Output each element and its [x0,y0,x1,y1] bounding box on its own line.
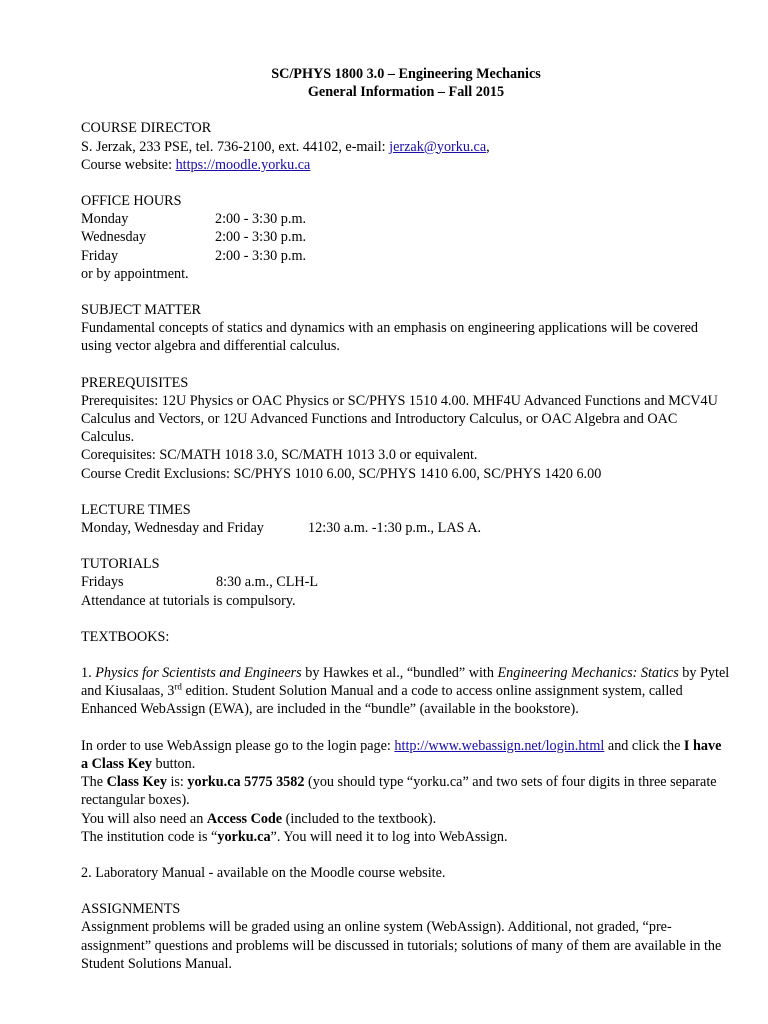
institution-code-line: The institution code is “yorku.ca”. You will need it to log into WebAssign. [81,828,508,845]
assignments-text: Assignment problems will be graded using an online system (WebAssign). Additional, not graded, “pre-assignment” questions and problems will be discussed in tutorials; solutions of many of them are available in the Student Solutions Manual. [81,919,722,972]
section-heading: SUBJECT MATTER [81,302,201,319]
class-key-line: The Class Key is: yorku.ca 5775 3582 (you should type “yorku.ca” and two sets of four digits in three separate rectangular boxes). [81,774,717,809]
lecture-row [81,519,731,537]
access-code-line: You will also need an Access Code (included to the textbook). [81,810,437,827]
document-page [81,65,731,973]
section-lecture-times [81,501,731,537]
section-heading: TUTORIALS [81,556,160,573]
section-heading: OFFICE HOURS [81,193,182,210]
book-title-physics: Physics for Scientists and Engineers [95,665,302,682]
section-assignments [81,900,731,973]
section-course-director [81,119,731,174]
office-hours-row [81,210,731,228]
office-day: Monday [81,211,129,228]
course-website-line: Course website: https://moodle.yorku.ca [81,156,311,173]
office-time: 2:00 - 3:30 p.m. [215,247,307,264]
prerequisites-text: Prerequisites: 12U Physics or OAC Physics or SC/PHYS 1510 4.00. MHF4U Advanced Functions and MCV4U Calculus and Vectors, or 12U Advanced Functions and Introductory Calculus, or OAC Algebra and OAC Calculus. [81,392,718,446]
institution-code-value: yorku.ca [217,828,271,845]
document-title [81,65,731,101]
section-heading: ASSIGNMENTS [81,901,181,918]
section-heading: PREREQUISITES [81,374,189,391]
office-day: Friday [81,247,119,264]
section-heading: LECTURE TIMES [81,501,191,518]
section-heading: TEXTBOOKS: [81,628,170,645]
class-key-value: yorku.ca 5775 3582 [187,774,305,791]
webassign-login-line: In order to use WebAssign please go to the login page: http://www.webassign.net/login.html and click the I have a Class Key button. [81,737,722,772]
exclusions-text: Course Credit Exclusions: SC/PHYS 1010 6.00, SC/PHYS 1410 6.00, SC/PHYS 1420 6.00 [81,465,602,482]
section-textbooks [81,628,731,646]
director-contact: S. Jerzak, 233 PSE, tel. 736-2100, ext. 44102, e-mail: jerzak@yorku.ca, [81,138,490,155]
course-title: SC/PHYS 1800 3.0 – Engineering Mechanics [271,66,541,82]
section-tutorials [81,555,731,610]
section-subject-matter [81,301,731,356]
tutorial-day: Fridays [81,574,124,591]
subject-text: Fundamental concepts of statics and dynamics with an emphasis on engineering applications will be covered using vector algebra and differential calculus. [81,320,698,355]
office-hours-row [81,247,731,265]
textbook-item-1: 1. Physics for Scientists and Engineers by Hawkes et al., “bundled” with Engineering Mechanics: Statics by Pytel and Kiusalaas, 3rd edition. Student Solution Manual and a code to access online assignment system, called Enhanced WebAssign (EWA), are included in the “bundle” (available in the bookstore). [81,665,730,718]
tutorial-note: Attendance at tutorials is compulsory. [81,592,296,609]
section-heading: COURSE DIRECTOR [81,120,212,137]
webassign-login-link[interactable]: http://www.webassign.net/login.html [394,737,605,754]
book-title-statics: Engineering Mechanics: Statics [497,665,679,682]
email-link[interactable]: jerzak@yorku.ca [389,138,487,155]
tutorial-row [81,573,731,591]
corequisites-text: Corequisites: SC/MATH 1018 3.0, SC/MATH 1013 3.0 or equivalent. [81,447,478,464]
tutorial-time: 8:30 a.m., CLH-L [216,574,319,591]
section-prerequisites [81,374,731,483]
course-website-link[interactable]: https://moodle.yorku.ca [175,156,311,173]
section-office-hours [81,192,731,283]
lecture-days: Monday, Wednesday and Friday [81,520,264,537]
lecture-time: 12:30 a.m. -1:30 p.m., LAS A. [308,520,482,537]
office-hours-note: or by appointment. [81,265,189,282]
office-time: 2:00 - 3:30 p.m. [215,229,307,246]
webassign-instructions [81,737,731,846]
course-subtitle: General Information – Fall 2015 [307,84,505,101]
office-time: 2:00 - 3:30 p.m. [215,211,307,228]
office-hours-row [81,228,731,246]
textbook-item-2: 2. Laboratory Manual - available on the Moodle course website. [81,864,446,881]
office-day: Wednesday [81,229,147,246]
